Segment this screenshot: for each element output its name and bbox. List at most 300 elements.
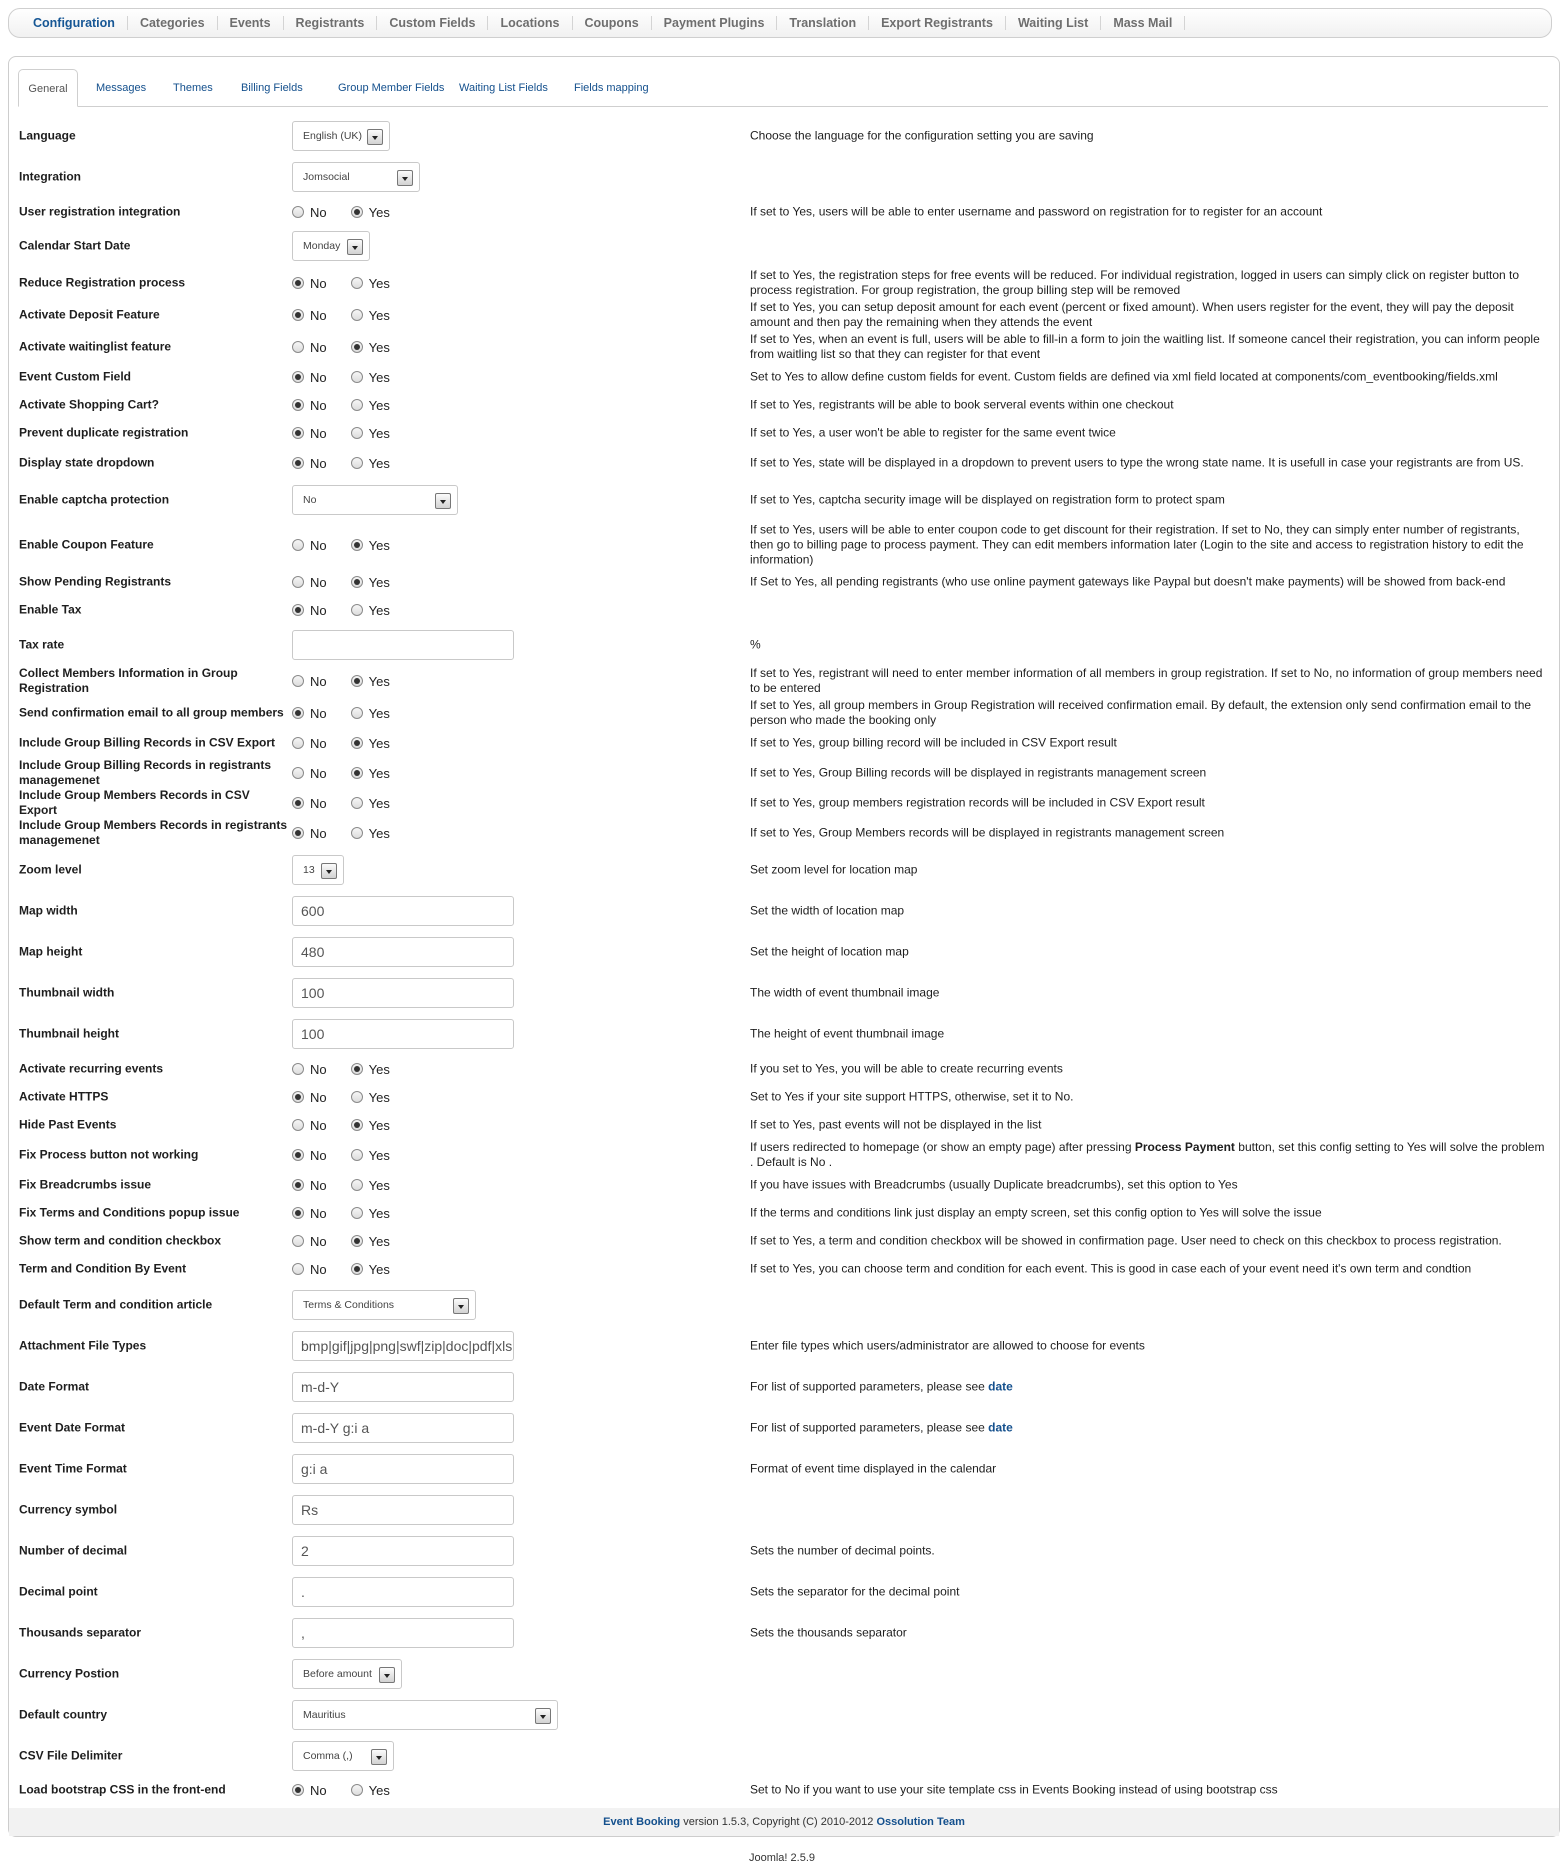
radio-label: No	[310, 825, 327, 841]
radio-label: Yes	[368, 1089, 390, 1105]
desc-text: For list of supported parameters, please see	[750, 1420, 989, 1435]
language-select[interactable]	[292, 121, 390, 151]
radio-label: Yes	[368, 1147, 390, 1163]
desc-text: If set to Yes, users will be able to enter coupon code to get discount for their registration. If set to No, they can simply enter number of registrants, then go to billing page to process payment. They can edit members information later (Login to the site and access to registration history to edit the information)	[750, 522, 1524, 567]
radio-circle-icon[interactable]	[351, 707, 363, 719]
desc-text: Set to Yes if your site support HTTPS, otherwise, set it to No.	[750, 1089, 1074, 1104]
desc-decimal-point	[750, 1585, 1546, 1600]
send-confirmation-email-to-all-group-members-yes-radio[interactable]	[351, 706, 390, 721]
label-fix-process-button-not-working: Fix Process button not working	[19, 1147, 199, 1162]
desc-text: Enter file types which users/administrator are allowed to choose for events	[750, 1338, 1145, 1353]
desc-send-confirmation-email-to-all-group-members	[750, 698, 1546, 728]
radio-circle-icon[interactable]	[351, 1149, 363, 1161]
main-menu	[8, 8, 1552, 38]
desc-text: Set the height of location map	[750, 944, 909, 959]
row-integration	[0, 162, 1564, 192]
fix-process-button-not-working-no-radio[interactable]	[292, 1148, 327, 1163]
tab-billing-fields[interactable]: Billing Fields	[241, 82, 303, 94]
show-pending-registrants-no-radio[interactable]	[292, 575, 327, 590]
row-csv-file-delimiter	[0, 1741, 1564, 1771]
desc-text: If Set to Yes, all pending registrants (who use online payment gateways like Paypal but doesn't make payments) will be showed from back-end	[750, 574, 1506, 589]
nav-item-configuration[interactable]: Configuration	[21, 16, 128, 30]
radio-circle-icon[interactable]	[292, 399, 304, 411]
label-number-of-decimal: Number of decimal	[19, 1543, 128, 1558]
radio-circle-icon[interactable]	[292, 1207, 304, 1219]
radio-circle-icon[interactable]	[292, 539, 304, 551]
radio-label: No	[310, 1205, 327, 1221]
event-date-format-input[interactable]: m-d-Y g:i a	[292, 1413, 514, 1443]
radio-circle-icon[interactable]	[292, 1063, 304, 1075]
show-term-and-condition-checkbox-yes-radio[interactable]	[351, 1234, 390, 1249]
radio-circle-icon[interactable]	[351, 457, 363, 469]
zoom-level-select[interactable]	[292, 855, 344, 885]
nav-item-registrants[interactable]: Registrants	[284, 16, 378, 30]
nav-item-events[interactable]: Events	[218, 16, 284, 30]
activate-shopping-cart-yes-radio[interactable]	[351, 398, 390, 413]
radio-circle-icon[interactable]	[292, 707, 304, 719]
chevron-down-icon[interactable]	[397, 170, 413, 186]
label-map-height: Map height	[19, 944, 83, 959]
radio-circle-icon[interactable]	[292, 737, 304, 749]
prevent-duplicate-registration-yes-radio[interactable]	[351, 426, 390, 441]
row-currency-symbol	[0, 1495, 1564, 1525]
label-zoom-level: Zoom level	[19, 862, 82, 877]
include-group-billing-records-in-registrants-managemenet-yes-radio[interactable]	[351, 766, 390, 781]
thumbnail-height-input[interactable]: 100	[292, 1019, 514, 1049]
row-enable-coupon-feature	[0, 522, 1564, 567]
radio-circle-icon[interactable]	[292, 1179, 304, 1191]
show-term-and-condition-checkbox-no-radio[interactable]	[292, 1234, 327, 1249]
config-subtabs	[18, 68, 1548, 107]
radio-circle-icon[interactable]	[351, 576, 363, 588]
term-and-condition-by-event-yes-radio[interactable]	[351, 1262, 390, 1277]
show-pending-registrants-yes-radio[interactable]	[351, 575, 390, 590]
radio-circle-icon[interactable]	[351, 1235, 363, 1247]
collect-members-information-in-group-registration-no-radio[interactable]	[292, 674, 327, 689]
label-event-custom-field: Event Custom Field	[19, 369, 132, 384]
desc-load-bootstrap-css-in-the-front-end	[750, 1783, 1546, 1798]
row-prevent-duplicate-registration	[0, 418, 1564, 448]
label-include-group-billing-records-in-csv-export: Include Group Billing Records in CSV Export	[19, 735, 276, 750]
label-show-pending-registrants: Show Pending Registrants	[19, 574, 172, 589]
radio-label: No	[310, 673, 327, 689]
radio-label: Yes	[368, 795, 390, 811]
enable-tax-yes-radio[interactable]	[351, 603, 390, 618]
radio-circle-icon[interactable]	[292, 827, 304, 839]
radio-circle-icon[interactable]	[292, 206, 304, 218]
enable-captcha-protection-select[interactable]	[292, 485, 458, 515]
team-link[interactable]: Ossolution Team	[876, 1816, 965, 1828]
enable-coupon-feature-yes-radio[interactable]	[351, 538, 390, 553]
radio-label: No	[310, 795, 327, 811]
activate-waitinglist-feature-yes-radio[interactable]	[351, 340, 390, 355]
display-state-dropdown-yes-radio[interactable]	[351, 456, 390, 471]
user-registration-integration-no-radio[interactable]	[292, 205, 327, 220]
radio-circle-icon[interactable]	[292, 427, 304, 439]
date-format-link[interactable]: date	[988, 1420, 1013, 1435]
activate-https-no-radio[interactable]	[292, 1090, 327, 1105]
radio-label: No	[310, 425, 327, 441]
radio-circle-icon[interactable]	[292, 277, 304, 289]
label-enable-captcha-protection: Enable captcha protection	[19, 492, 170, 507]
radio-label: No	[310, 1782, 327, 1798]
radio-circle-icon[interactable]	[351, 277, 363, 289]
radio-circle-icon[interactable]	[351, 1179, 363, 1191]
user-registration-integration-yes-radio[interactable]	[351, 205, 390, 220]
load-bootstrap-css-in-the-front-end-no-radio[interactable]	[292, 1783, 327, 1798]
chevron-down-icon[interactable]	[367, 129, 383, 145]
row-collect-members-information-in-group-registration	[0, 666, 1564, 696]
fix-terms-and-conditions-popup-issue-no-radio[interactable]	[292, 1206, 327, 1221]
radio-circle-icon[interactable]	[292, 1091, 304, 1103]
label-reduce-registration-process: Reduce Registration process	[19, 275, 186, 290]
desc-enable-coupon-feature	[750, 523, 1546, 568]
row-enable-captcha-protection	[0, 485, 1564, 515]
desc-activate-deposit-feature	[750, 300, 1546, 330]
desc-fix-terms-and-conditions-popup-issue	[750, 1206, 1546, 1221]
reduce-registration-process-yes-radio[interactable]	[351, 276, 390, 291]
row-load-bootstrap-css-in-the-front-end	[0, 1775, 1564, 1805]
radio-label: Yes	[368, 705, 390, 721]
nav-item-payment-plugins[interactable]: Payment Plugins	[652, 16, 778, 30]
radio-label: No	[310, 537, 327, 553]
csv-file-delimiter-select[interactable]	[292, 1741, 394, 1771]
row-decimal-point	[0, 1577, 1564, 1607]
row-thumbnail-width	[0, 978, 1564, 1008]
prevent-duplicate-registration-no-radio[interactable]	[292, 426, 327, 441]
radio-label: No	[310, 765, 327, 781]
product-link[interactable]: Event Booking	[603, 1816, 681, 1828]
row-send-confirmation-email-to-all-group-members	[0, 698, 1564, 728]
map-height-input[interactable]: 480	[292, 937, 514, 967]
row-include-group-members-records-in-csv-export	[0, 788, 1564, 818]
row-map-height	[0, 937, 1564, 967]
activate-deposit-feature-yes-radio[interactable]	[351, 308, 390, 323]
chevron-down-icon[interactable]	[535, 1708, 551, 1724]
radio-label: Yes	[368, 1205, 390, 1221]
desc-collect-members-information-in-group-registration	[750, 666, 1546, 696]
include-group-billing-records-in-registrants-managemenet-no-radio[interactable]	[292, 766, 327, 781]
chevron-down-icon[interactable]	[347, 239, 363, 255]
desc-text: For list of supported parameters, please see	[750, 1379, 989, 1394]
nav-item-translation[interactable]: Translation	[777, 16, 869, 30]
footer-bar	[9, 1808, 1559, 1836]
radio-circle-icon[interactable]	[351, 1263, 363, 1275]
enable-coupon-feature-no-radio[interactable]	[292, 538, 327, 553]
tab-waiting-list-fields[interactable]: Waiting List Fields	[459, 82, 548, 94]
desc-text: If set to Yes, a term and condition checkbox will be showed in confirmation page. User need to check on this checkbox to process registration.	[750, 1233, 1502, 1248]
label-activate-shopping-cart: Activate Shopping Cart?	[19, 397, 160, 412]
radio-circle-icon[interactable]	[351, 1091, 363, 1103]
select-value: Before amount	[303, 1668, 372, 1680]
radio-circle-icon[interactable]	[292, 457, 304, 469]
desc-map-width	[750, 904, 1546, 919]
chevron-down-icon[interactable]	[453, 1298, 469, 1314]
desc-language	[750, 129, 1546, 144]
row-attachment-file-types	[0, 1331, 1564, 1361]
desc-text: If set to Yes, registrants will be able to book serveral events within one checkout	[750, 397, 1174, 412]
number-of-decimal-input[interactable]: 2	[292, 1536, 514, 1566]
radio-label: No	[310, 339, 327, 355]
label-language: Language	[19, 128, 76, 143]
radio-circle-icon[interactable]	[351, 309, 363, 321]
row-number-of-decimal	[0, 1536, 1564, 1566]
radio-label: Yes	[368, 1177, 390, 1193]
hide-past-events-no-radio[interactable]	[292, 1118, 327, 1133]
thousands-separator-input[interactable]: ,	[292, 1618, 514, 1648]
radio-label: Yes	[368, 1782, 390, 1798]
label-default-country: Default country	[19, 1707, 108, 1722]
radio-circle-icon[interactable]	[351, 1784, 363, 1796]
calendar-start-date-select[interactable]	[292, 231, 370, 261]
radio-label: No	[310, 369, 327, 385]
radio-label: Yes	[368, 825, 390, 841]
desc-text: Choose the language for the configuration setting you are saving	[750, 128, 1094, 143]
radio-label: No	[310, 307, 327, 323]
label-event-time-format: Event Time Format	[19, 1461, 127, 1476]
radio-circle-icon[interactable]	[351, 539, 363, 551]
radio-circle-icon[interactable]	[351, 206, 363, 218]
radio-label: No	[310, 1061, 327, 1077]
row-include-group-billing-records-in-csv-export	[0, 728, 1564, 758]
radio-label: Yes	[368, 673, 390, 689]
desc-text: Sets the thousands separator	[750, 1625, 907, 1640]
radio-label: Yes	[368, 1261, 390, 1277]
label-fix-breadcrumbs-issue: Fix Breadcrumbs issue	[19, 1177, 152, 1192]
activate-waitinglist-feature-no-radio[interactable]	[292, 340, 327, 355]
default-term-and-condition-article-select[interactable]	[292, 1290, 476, 1320]
row-reduce-registration-process	[0, 268, 1564, 298]
radio-circle-icon[interactable]	[351, 675, 363, 687]
row-include-group-members-records-in-registrants-managemenet	[0, 818, 1564, 848]
chevron-down-icon[interactable]	[371, 1749, 387, 1765]
radio-circle-icon[interactable]	[351, 604, 363, 616]
tab-themes[interactable]: Themes	[173, 82, 213, 94]
desc-text: Set zoom level for location map	[750, 862, 918, 877]
desc-text: If set to Yes, you can setup deposit amount for each event (percent or fixed amount). When users register for the event, they will pay the deposit amount and then pay the remaining when they attends the event	[750, 300, 1514, 329]
tab-group-member-fields[interactable]: Group Member Fields	[338, 82, 445, 94]
desc-text: Set to Yes to allow define custom fields for event. Custom fields are defined via xml field located at components/com_eventbooking/fields.xml	[750, 369, 1498, 384]
select-value: English (UK)	[303, 130, 362, 142]
label-display-state-dropdown: Display state dropdown	[19, 455, 155, 470]
desc-text: If set to Yes, the registration steps for free events will be reduced. For individual registration, logged in users can simply click on register button to process registration. For group registration, the group billing step will be removed	[750, 268, 1520, 297]
nav-item-categories[interactable]: Categories	[128, 16, 218, 30]
tab-general[interactable]: General	[18, 69, 78, 107]
nav-item-custom-fields[interactable]: Custom Fields	[377, 16, 488, 30]
radio-circle-icon[interactable]	[351, 797, 363, 809]
desc-include-group-billing-records-in-csv-export	[750, 736, 1546, 751]
tax-rate-input[interactable]	[292, 630, 514, 660]
currency-postion-select[interactable]	[292, 1659, 402, 1689]
radio-circle-icon[interactable]	[292, 1119, 304, 1131]
reduce-registration-process-no-radio[interactable]	[292, 276, 327, 291]
currency-symbol-input[interactable]: Rs	[292, 1495, 514, 1525]
row-activate-waitinglist-feature	[0, 332, 1564, 362]
include-group-billing-records-in-csv-export-no-radio[interactable]	[292, 736, 327, 751]
enable-tax-no-radio[interactable]	[292, 603, 327, 618]
radio-label: No	[310, 1233, 327, 1249]
radio-label: No	[310, 1177, 327, 1193]
activate-shopping-cart-no-radio[interactable]	[292, 398, 327, 413]
fix-terms-and-conditions-popup-issue-yes-radio[interactable]	[351, 1206, 390, 1221]
row-display-state-dropdown	[0, 448, 1564, 478]
radio-circle-icon[interactable]	[292, 1235, 304, 1247]
include-group-members-records-in-csv-export-yes-radio[interactable]	[351, 796, 390, 811]
label-hide-past-events: Hide Past Events	[19, 1117, 117, 1132]
row-calendar-start-date	[0, 231, 1564, 261]
label-prevent-duplicate-registration: Prevent duplicate registration	[19, 425, 189, 440]
radio-circle-icon[interactable]	[292, 341, 304, 353]
desc-activate-https	[750, 1090, 1546, 1105]
activate-recurring-events-no-radio[interactable]	[292, 1062, 327, 1077]
desc-text: The height of event thumbnail image	[750, 1026, 945, 1041]
desc-event-custom-field	[750, 370, 1546, 385]
nav-item-locations[interactable]: Locations	[488, 16, 572, 30]
radio-circle-icon[interactable]	[292, 576, 304, 588]
radio-circle-icon[interactable]	[292, 797, 304, 809]
collect-members-information-in-group-registration-yes-radio[interactable]	[351, 674, 390, 689]
radio-circle-icon[interactable]	[292, 309, 304, 321]
radio-label: No	[310, 1261, 327, 1277]
radio-circle-icon[interactable]	[351, 371, 363, 383]
event-time-format-input[interactable]: g:i a	[292, 1454, 514, 1484]
desc-text: If set to Yes, Group Members records will be displayed in registrants management screen	[750, 825, 1225, 840]
radio-circle-icon[interactable]	[292, 675, 304, 687]
include-group-members-records-in-registrants-managemenet-yes-radio[interactable]	[351, 826, 390, 841]
label-currency-symbol: Currency symbol	[19, 1502, 118, 1517]
term-and-condition-by-event-no-radio[interactable]	[292, 1262, 327, 1277]
desc-include-group-members-records-in-csv-export	[750, 796, 1546, 811]
label-include-group-members-records-in-csv-export: Include Group Members Records in CSV Export	[19, 788, 250, 817]
label-load-bootstrap-css-in-the-front-end: Load bootstrap CSS in the front-end	[19, 1782, 226, 1797]
label-include-group-members-records-in-registrants-managemenet: Include Group Members Records in registrants managemenet	[19, 818, 288, 847]
row-default-country	[0, 1700, 1564, 1730]
activate-https-yes-radio[interactable]	[351, 1090, 390, 1105]
desc-text: Format of event time displayed in the calendar	[750, 1461, 997, 1476]
radio-label: No	[310, 455, 327, 471]
desc-term-and-condition-by-event	[750, 1262, 1546, 1277]
fix-process-button-not-working-yes-radio[interactable]	[351, 1148, 390, 1163]
default-country-select[interactable]	[292, 1700, 558, 1730]
desc-display-state-dropdown	[750, 456, 1546, 471]
desc-text: If set to Yes, Group Billing records will be displayed in registrants management screen	[750, 765, 1207, 780]
label-event-date-format: Event Date Format	[19, 1420, 126, 1435]
radio-label: Yes	[368, 455, 390, 471]
load-bootstrap-css-in-the-front-end-yes-radio[interactable]	[351, 1783, 390, 1798]
activate-recurring-events-yes-radio[interactable]	[351, 1062, 390, 1077]
desc-fix-process-button-not-working	[750, 1140, 1546, 1170]
map-width-input[interactable]: 600	[292, 896, 514, 926]
display-state-dropdown-no-radio[interactable]	[292, 456, 327, 471]
decimal-point-input[interactable]: .	[292, 1577, 514, 1607]
label-thousands-separator: Thousands separator	[19, 1625, 142, 1640]
radio-circle-icon[interactable]	[292, 1784, 304, 1796]
row-thumbnail-height	[0, 1019, 1564, 1049]
label-activate-recurring-events: Activate recurring events	[19, 1061, 164, 1076]
send-confirmation-email-to-all-group-members-no-radio[interactable]	[292, 706, 327, 721]
label-map-width: Map width	[19, 903, 78, 918]
radio-circle-icon[interactable]	[351, 767, 363, 779]
nav-item-waiting-list[interactable]: Waiting List	[1006, 16, 1101, 30]
row-date-format	[0, 1372, 1564, 1402]
tab-messages[interactable]: Messages	[96, 82, 147, 94]
desc-date-format	[750, 1380, 1546, 1395]
radio-label: Yes	[368, 765, 390, 781]
row-term-and-condition-by-event	[0, 1254, 1564, 1284]
row-map-width	[0, 896, 1564, 926]
desc-text: If set to Yes, all group members in Group Registration will received confirmation email. By default, the extension only send confirmation email to the person who made the booking only	[750, 698, 1532, 727]
radio-circle-icon[interactable]	[292, 604, 304, 616]
include-group-members-records-in-csv-export-no-radio[interactable]	[292, 796, 327, 811]
radio-circle-icon[interactable]	[351, 399, 363, 411]
date-format-link[interactable]: date	[988, 1379, 1013, 1394]
radio-circle-icon[interactable]	[292, 371, 304, 383]
tab-fields-mapping[interactable]: Fields mapping	[574, 82, 649, 94]
attachment-file-types-input[interactable]: bmp|gif|jpg|png|swf|zip|doc|pdf|xls	[292, 1331, 514, 1361]
desc-event-date-format	[750, 1421, 1546, 1436]
fix-breadcrumbs-issue-no-radio[interactable]	[292, 1178, 327, 1193]
nav-item-export-registrants[interactable]: Export Registrants	[869, 16, 1006, 30]
label-integration: Integration	[19, 169, 81, 184]
event-custom-field-no-radio[interactable]	[292, 370, 327, 385]
event-custom-field-yes-radio[interactable]	[351, 370, 390, 385]
radio-label: Yes	[368, 425, 390, 441]
include-group-members-records-in-registrants-managemenet-no-radio[interactable]	[292, 826, 327, 841]
joomla-version: Joomla! 2.5.9	[748, 1852, 816, 1864]
chevron-down-icon[interactable]	[435, 493, 451, 509]
desc-activate-waitinglist-feature	[750, 332, 1546, 362]
desc-text: If set to Yes, users will be able to enter username and password on registration for to register for an account	[750, 204, 1323, 219]
radio-circle-icon[interactable]	[351, 827, 363, 839]
label-default-term-and-condition-article: Default Term and condition article	[19, 1297, 213, 1312]
select-value: Mauritius	[303, 1709, 346, 1721]
chevron-down-icon[interactable]	[321, 863, 337, 879]
integration-select[interactable]	[292, 162, 420, 192]
nav-item-mass-mail[interactable]: Mass Mail	[1101, 16, 1185, 30]
radio-circle-icon[interactable]	[292, 767, 304, 779]
select-value: Monday	[303, 240, 341, 252]
desc-thumbnail-width	[750, 986, 1546, 1001]
desc-fix-breadcrumbs-issue	[750, 1178, 1546, 1193]
radio-circle-icon[interactable]	[351, 427, 363, 439]
nav-item-coupons[interactable]: Coupons	[573, 16, 652, 30]
row-zoom-level	[0, 855, 1564, 885]
activate-deposit-feature-no-radio[interactable]	[292, 308, 327, 323]
hide-past-events-yes-radio[interactable]	[351, 1118, 390, 1133]
desc-text: Set the width of location map	[750, 903, 905, 918]
radio-circle-icon[interactable]	[351, 1119, 363, 1131]
row-enable-tax	[0, 595, 1564, 625]
radio-label: No	[310, 275, 327, 291]
date-format-input[interactable]: m-d-Y	[292, 1372, 514, 1402]
desc-event-time-format	[750, 1462, 1546, 1477]
radio-circle-icon[interactable]	[351, 737, 363, 749]
radio-label: Yes	[368, 369, 390, 385]
row-event-custom-field	[0, 362, 1564, 392]
radio-circle-icon[interactable]	[351, 1207, 363, 1219]
radio-circle-icon[interactable]	[292, 1263, 304, 1275]
radio-circle-icon[interactable]	[351, 1063, 363, 1075]
select-value: Jomsocial	[303, 171, 350, 183]
radio-circle-icon[interactable]	[292, 1149, 304, 1161]
desc-text: Sets the separator for the decimal point	[750, 1584, 960, 1599]
chevron-down-icon[interactable]	[379, 1667, 395, 1683]
include-group-billing-records-in-csv-export-yes-radio[interactable]	[351, 736, 390, 751]
fix-breadcrumbs-issue-yes-radio[interactable]	[351, 1178, 390, 1193]
radio-circle-icon[interactable]	[351, 341, 363, 353]
desc-number-of-decimal	[750, 1544, 1546, 1559]
thumbnail-width-input[interactable]: 100	[292, 978, 514, 1008]
